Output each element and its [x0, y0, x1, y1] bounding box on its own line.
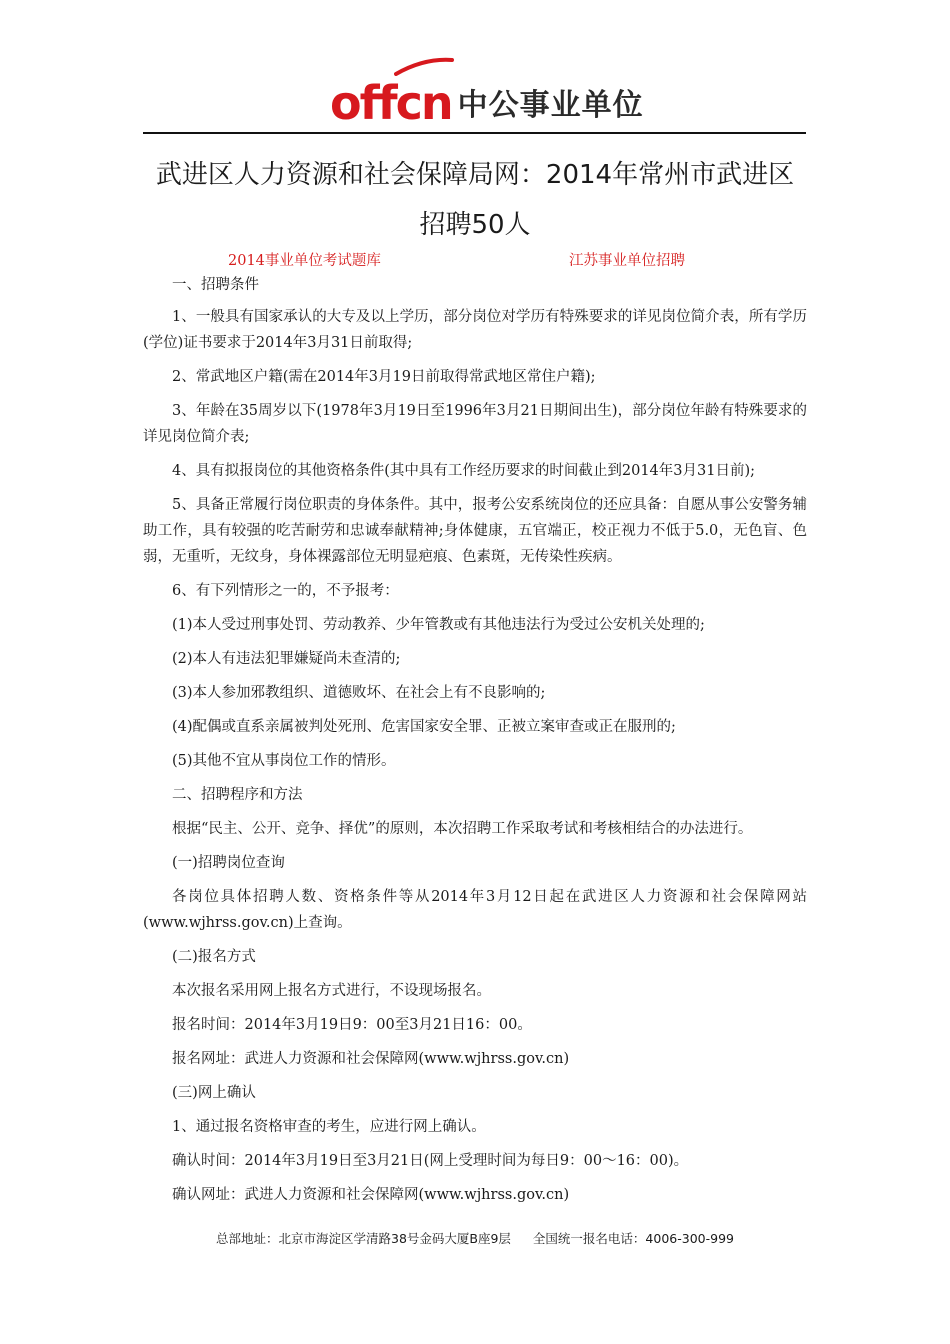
paragraph: 本次报名采用网上报名方式进行，不设现场报名。 [172, 983, 491, 999]
subsection-heading: (一)招聘岗位查询 [172, 855, 285, 871]
paragraph: 1、通过报名资格审查的考生，应进行网上确认。 [172, 1119, 486, 1135]
paragraph: 5、具备正常履行岗位职责的身体条件。其中，报考公安系统岗位的还应具备：自愿从事公安警务辅助工作，具有较强的吃苦耐劳和忠诚奉献精神;身体健康，五官端正，校正视力不低于5.0，无色盲、色弱，无重听，无纹身，身体裸露部位无明显疤痕、色素斑，无传染性疾病。 [143, 497, 807, 565]
article-title [130, 150, 820, 250]
link-exam-question-bank[interactable]: 2014事业单位考试题库 [228, 253, 381, 269]
link-jiangsu-recruitment[interactable]: 江苏事业单位招聘 [569, 253, 685, 269]
paragraph: 根据“民主、公开、竞争、择优”的原则，本次招聘工作采取考试和考核相结合的办法进行。 [172, 821, 753, 837]
paragraph: 确认时间：2014年3月19日至3月21日(网上受理时间为每日9：00～16：00)。 [172, 1153, 689, 1169]
page-header [0, 0, 950, 134]
paragraph: 2、常武地区户籍(需在2014年3月19日前取得常武地区常住户籍); [172, 369, 596, 385]
page-footer [0, 1229, 950, 1247]
footer-address: 总部地址：北京市海淀区学清路38号金码大厦B座9层 [216, 1231, 511, 1246]
logo-swoosh-icon [394, 56, 454, 76]
paragraph: (2)本人有违法犯罪嫌疑尚未查清的; [172, 651, 401, 667]
logo-chinese-name: 中公事业单位 [457, 88, 644, 123]
subsection-heading: (三)网上确认 [172, 1085, 256, 1101]
paragraph: 1、一般具有国家承认的大专及以上学历，部分岗位对学历有特殊要求的详见岗位简介表，所有学历(学位)证书要求于2014年3月31日前取得; [143, 309, 807, 351]
offcn-logo[interactable] [330, 66, 644, 130]
related-links [0, 250, 950, 272]
footer-phone: 全国统一报名电话：4006-300-999 [532, 1231, 734, 1246]
paragraph: 报名时间：2014年3月19日9：00至3月21日16：00。 [172, 1017, 532, 1033]
section-heading: 一、招聘条件 [172, 277, 259, 293]
paragraph: 报名网址：武进人力资源和社会保障网(www.wjhrss.gov.cn) [172, 1051, 570, 1067]
paragraph: (5)其他不宜从事岗位工作的情形。 [172, 753, 396, 769]
paragraph: 4、具有拟报岗位的其他资格条件(其中具有工作经历要求的时间截止到2014年3月31日前); [172, 463, 755, 479]
paragraph: 3、年龄在35周岁以下(1978年3月19日至1996年3月21日期间出生)，部分岗位年龄有特殊要求的详见岗位简介表; [143, 403, 807, 445]
paragraph: 确认网址：武进人力资源和社会保障网(www.wjhrss.gov.cn) [172, 1187, 570, 1203]
paragraph: 各岗位具体招聘人数、资格条件等从2014年3月12日起在武进区人力资源和社会保障网站(www.wjhrss.gov.cn)上查询。 [143, 889, 807, 931]
paragraph: (1)本人受过刑事处罚、劳动教养、少年管教或有其他违法行为受过公安机关处理的; [172, 617, 705, 633]
paragraph: 6、有下列情形之一的，不予报考： [172, 583, 399, 599]
title-line-1: 武进区人力资源和社会保障局网：2014年常州市武进区 [155, 160, 795, 190]
header-divider [143, 132, 806, 134]
title-line-2: 招聘50人 [419, 210, 531, 240]
section-heading: 二、招聘程序和方法 [172, 787, 303, 803]
article-body [143, 272, 807, 1216]
logo-wordmark: offcn [330, 76, 452, 130]
paragraph: (3)本人参加邪教组织、道德败坏、在社会上有不良影响的; [172, 685, 546, 701]
paragraph: (4)配偶或直系亲属被判处死刑、危害国家安全罪、正被立案审查或正在服刑的; [172, 719, 676, 735]
subsection-heading: (二)报名方式 [172, 949, 256, 965]
